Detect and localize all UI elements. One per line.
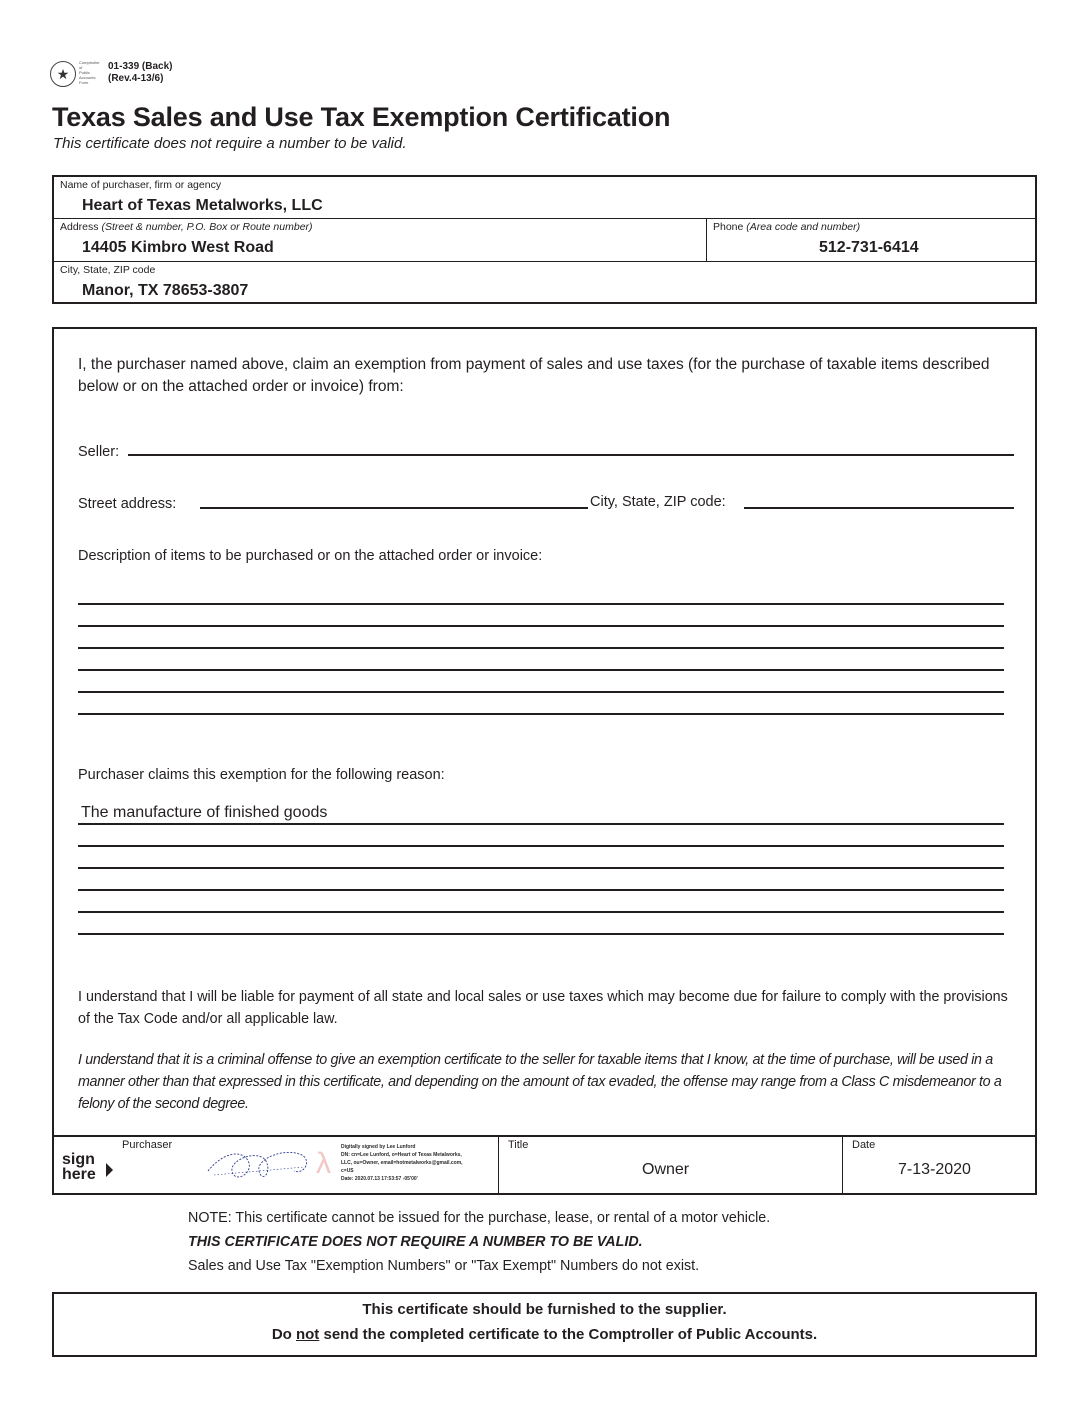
handwritten-signature[interactable] (204, 1141, 314, 1191)
purchaser-address-row (54, 219, 1035, 262)
texas-comptroller-seal-icon: ★ (50, 61, 76, 87)
do-not-send-post: send the completed certificate to the Comptroller of Public Accounts. (319, 1326, 818, 1343)
digital-signature-line: LLC, ou=Owner, email=hotmetalworks@gmail.com, (341, 1160, 463, 1166)
date-divider (842, 1137, 843, 1193)
digital-signature-line: Digitally signed by Lee Lunford (341, 1144, 416, 1150)
no-number-required-note: THIS CERTIFICATE DOES NOT REQUIRE A NUMBER TO BE VALID. (188, 1234, 643, 1250)
form-number-text: 01-339 (Back) (108, 61, 173, 72)
footer-instructions-box (52, 1292, 1037, 1357)
description-line-2[interactable] (78, 625, 1004, 627)
reason-line-6[interactable] (78, 933, 1004, 935)
liability-statement: I understand that I will be liable for payment of all state and local sales or use taxes which may become due for failure to comply with the provisions of the Tax Code and/or all applicable law. (78, 989, 1008, 1027)
date-label: Date (852, 1139, 876, 1151)
description-line-6[interactable] (78, 713, 1004, 715)
purchaser-address-field[interactable]: 14405 Kimbro West Road (82, 239, 274, 256)
reason-line-2[interactable] (78, 845, 1004, 847)
form-number (108, 61, 172, 85)
seal-caption: Comptroller of Public Accounts Form (79, 60, 100, 85)
reason-line-3[interactable] (78, 867, 1004, 869)
address-label-text: Address (60, 221, 99, 233)
purchaser-name-label: Name of purchaser, firm or agency (60, 179, 222, 191)
seller-field[interactable] (128, 454, 1014, 456)
furnish-to-supplier-text: This certificate should be furnished to the supplier. (362, 1301, 727, 1318)
motor-vehicle-note: NOTE: This certificate cannot be issued for the purchase, lease, or rental of a motor vehicle. (188, 1210, 771, 1226)
title-field[interactable]: Owner (642, 1161, 690, 1178)
purchaser-city-row (54, 262, 1035, 304)
seller-city-field[interactable] (744, 507, 1014, 509)
exemption-numbers-note: Sales and Use Tax "Exemption Numbers" or "Tax Exempt" Numbers do not exist. (188, 1258, 700, 1274)
reason-line-1-text: The manufacture of finished goods (81, 804, 328, 821)
adobe-acrobat-watermark-icon: λ (316, 1147, 331, 1180)
purchaser-info-box (52, 175, 1037, 304)
description-line-3[interactable] (78, 647, 1004, 649)
purchaser-city-label: City, State, ZIP code (60, 264, 156, 276)
phone-cell (706, 219, 1035, 261)
seller-label: Seller: (78, 444, 120, 460)
title-label: Title (508, 1139, 529, 1151)
purchaser-city-field[interactable]: Manor, TX 78653-3807 (82, 282, 249, 299)
phone-label-hint: (Area code and number) (746, 221, 861, 233)
digital-signature-line: DN: cn=Lee Lunford, o=Heart of Texas Metalworks, (341, 1152, 462, 1158)
do-not-send-text (54, 1326, 1035, 1343)
purchaser-name-field[interactable]: Heart of Texas Metalworks, LLC (82, 197, 323, 214)
reason-label: Purchaser claims this exemption for the following reason: (78, 767, 445, 783)
form-revision-text: (Rev.4-13/6) (108, 73, 164, 84)
signature-row (54, 1135, 1035, 1193)
sign-here-label (62, 1152, 102, 1182)
reason-line-1[interactable] (78, 823, 1004, 825)
description-line-4[interactable] (78, 669, 1004, 671)
description-line-5[interactable] (78, 691, 1004, 693)
title-divider (498, 1137, 499, 1193)
street-address-label: Street address: (78, 496, 177, 512)
purchaser-name-row (54, 177, 1035, 219)
sign-here-text: sign here (62, 1151, 96, 1183)
criminal-offense-statement: I understand that it is a criminal offense to give an exemption certificate to the seller for taxable items that I know, at the time of purchase, will be used in a manner other than that expressed in this certificate, and depending on the amount of tax evaded, the offense may range from a Class C misdemeanor to a felony of the second degree. (78, 1052, 1002, 1112)
phone-label (713, 221, 860, 233)
do-not-send-emphasis: not (295, 1326, 320, 1343)
address-label-hint: (Street & number, P.O. Box or Route number) (101, 221, 313, 233)
purchaser-address-label (60, 221, 313, 233)
exemption-claim-box (52, 327, 1037, 1195)
digital-signature-block (341, 1143, 501, 1183)
phone-label-text: Phone (713, 221, 744, 233)
purchaser-signature-label: Purchaser (122, 1139, 173, 1151)
digital-signature-line: c=US (341, 1168, 354, 1174)
street-address-field[interactable] (200, 507, 588, 509)
description-line-1[interactable] (78, 603, 1004, 605)
reason-line-5[interactable] (78, 911, 1004, 913)
description-label: Description of items to be purchased or on the attached order or invoice: (78, 548, 543, 564)
date-field[interactable]: 7-13-2020 (898, 1161, 971, 1178)
do-not-send-pre: Do (271, 1326, 296, 1343)
arrow-right-icon (106, 1163, 113, 1177)
claim-intro-text: I, the purchaser named above, claim an exemption from payment of sales and use taxes (for the purchase of taxable items described below or on the attached order or invoice) from: (78, 356, 990, 395)
digital-signature-line: Date: 2020.07.13 17:53:57 -05'00' (341, 1176, 418, 1182)
page-subtitle: This certificate does not require a number to be valid. (53, 135, 407, 152)
seller-city-label: City, State, ZIP code: (590, 494, 726, 510)
page-title: Texas Sales and Use Tax Exemption Certification (52, 102, 671, 132)
phone-field[interactable]: 512-731-6414 (819, 239, 919, 256)
reason-line-4[interactable] (78, 889, 1004, 891)
